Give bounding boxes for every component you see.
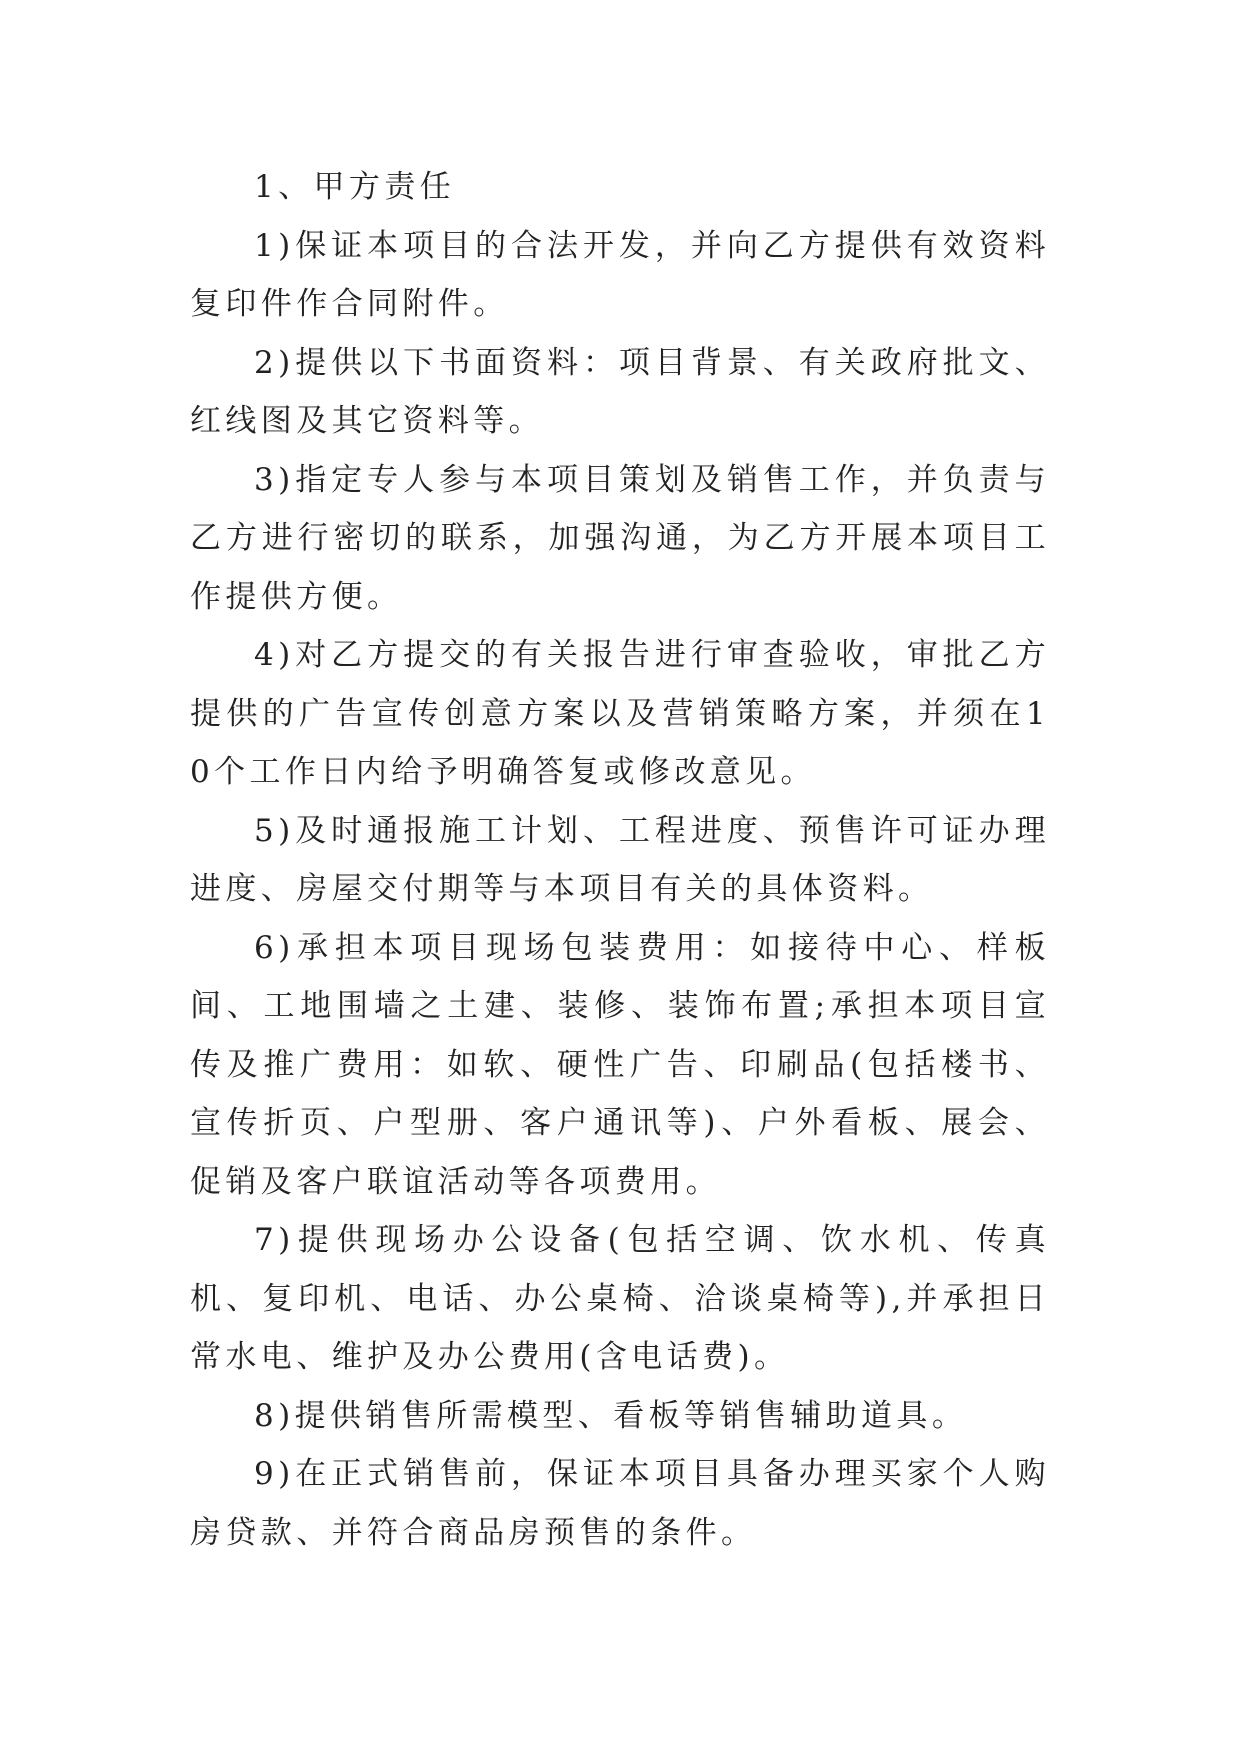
section-heading: 1、甲方责任 [254,169,456,205]
paragraph-3: 3)指定专人参与本项目策划及销售工作，并负责与乙方进行密切的联系，加强沟通，为乙方开展本项目工作提供方便。 [190,461,1050,615]
paragraph-2: 2)提供以下书面资料：项目背景、有关政府批文、红线图及其它资料等。 [190,344,1050,439]
paragraph-4: 4)对乙方提交的有关报告进行审查验收，审批乙方提供的广告宣传创意方案以及营销策略方案，并须在10个工作日内给予明确答复或修改意见。 [190,637,1050,790]
document-body [190,158,1050,1562]
paragraph-8: 8)提供销售所需模型、看板等销售辅助道具。 [254,1397,968,1434]
paragraph-7: 7)提供现场办公设备(包括空调、饮水机、传真机、复印机、电话、办公桌椅、洽谈桌椅等),并承担日常水电、维护及办公费用(含电话费)。 [190,1222,1050,1375]
paragraph-1: 1)保证本项目的合法开发，并向乙方提供有效资料复印件作合同附件。 [190,227,1050,322]
paragraph-5: 5)及时通报施工计划、工程进度、预售许可证办理进度、房屋交付期等与本项目有关的具体资料。 [190,812,1050,907]
paragraph-9: 9)在正式销售前，保证本项目具备办理买家个人购房贷款、并符合商品房预售的条件。 [190,1456,1050,1551]
paragraph-6: 6)承担本项目现场包装费用：如接待中心、样板间、工地围墙之土建、装修、装饰布置;承担本项目宣传及推广费用：如软、硬性广告、印刷品(包括楼书、宣传折页、户型册、客户通讯等)、户外看板、展会、促销及客户联谊活动等各项费用。 [190,929,1050,1200]
